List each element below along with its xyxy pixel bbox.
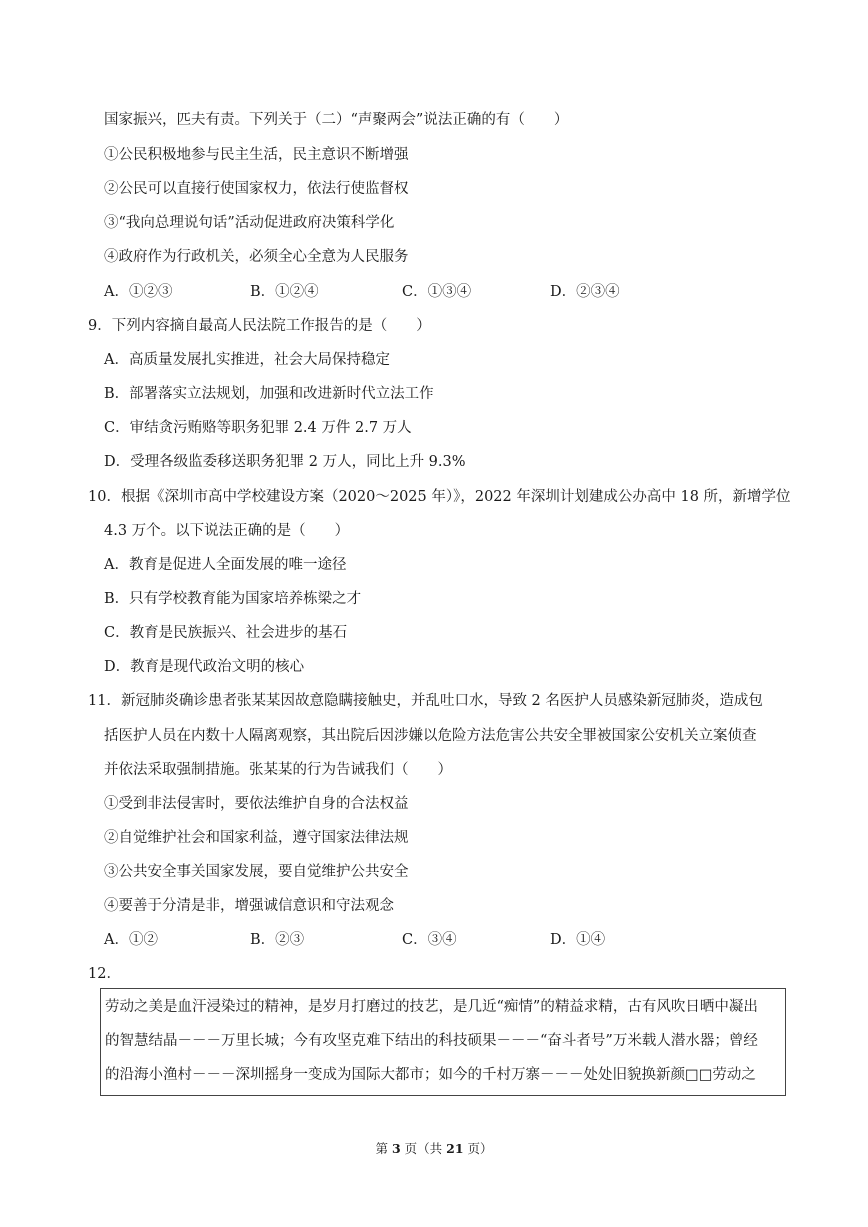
q9-option-b: B．部署落实立法规划，加强和改进新时代立法工作 xyxy=(104,386,434,402)
q11-stem-line-3: 并依法采取强制措施。张某某的行为告诫我们（ ） xyxy=(104,762,452,778)
q11-item-4: ④要善于分清是非，增强诚信意识和守法观念 xyxy=(104,898,394,914)
q12-material-line-1: 劳动之美是血汗浸染过的精神，是岁月打磨过的技艺，是几近“痴情”的精益求精，古有风吹日晒中凝出 xyxy=(105,999,758,1015)
q10-option-b: B．只有学校教育能为国家培养栋梁之才 xyxy=(104,591,362,607)
q11-choice-b: B．②③ xyxy=(250,932,305,948)
q9-option-c: C．审结贪污贿赂等职务犯罪 2.4 万件 2.7 万人 xyxy=(104,420,412,436)
q8-item-4: ④政府作为行政机关，必须全心全意为人民服务 xyxy=(104,249,409,265)
q9-stem: 9．下列内容摘自最高人民法院工作报告的是（ ） xyxy=(88,318,431,334)
q8-choice-c: C．①③④ xyxy=(402,284,472,300)
q12-material-line-3: 的沿海小渔村－－－深圳摇身一变成为国际大都市；如今的千村万寨－－－处处旧貌换新颜□□劳动之 xyxy=(105,1067,756,1083)
q8-choice-b: B．①②④ xyxy=(250,284,319,300)
q12-number: 12． xyxy=(88,966,121,982)
footer-page-number: 3 xyxy=(391,1141,401,1156)
q8-stem: 国家振兴，匹夫有责。下列关于（二）“声聚两会”说法正确的有（ ） xyxy=(104,112,569,128)
q10-option-a: A．教育是促进人全面发展的唯一途径 xyxy=(104,557,347,573)
q11-choice-a: A．①② xyxy=(104,932,158,948)
q8-choice-d: D．②③④ xyxy=(550,284,620,300)
q12-material-box xyxy=(100,988,786,1096)
q10-option-c: C．教育是民族振兴、社会进步的基石 xyxy=(104,625,348,641)
q12-material-line-2: 的智慧结晶－－－万里长城；今有攻坚克难下结出的科技硕果－－－“奋斗者号”万米载人潜水器；曾经 xyxy=(105,1033,758,1049)
q11-stem-line-2: 括医护人员在内数十人隔离观察，其出院后因涉嫌以危险方法危害公共安全罪被国家公安机关立案侦查 xyxy=(104,728,757,744)
q11-choice-d: D．①④ xyxy=(550,932,606,948)
q8-item-2: ②公民可以直接行使国家权力，依法行使监督权 xyxy=(104,181,409,197)
q11-item-1: ①受到非法侵害时，要依法维护自身的合法权益 xyxy=(104,796,409,812)
q10-stem-line-2: 4.3 万个。以下说法正确的是（ ） xyxy=(104,523,350,539)
q10-option-d: D．教育是现代政治文明的核心 xyxy=(104,659,305,675)
q11-item-3: ③公共安全事关国家发展，要自觉维护公共安全 xyxy=(104,864,409,880)
footer-total-pages: 21 xyxy=(446,1141,464,1156)
footer-suffix: 页） xyxy=(463,1141,493,1156)
q11-item-2: ②自觉维护社会和国家利益，遵守国家法律法规 xyxy=(104,830,409,846)
page-footer xyxy=(0,1140,868,1158)
footer-middle: 页（共 xyxy=(400,1141,447,1156)
q8-item-1: ①公民积极地参与民主生活，民主意识不断增强 xyxy=(104,147,409,163)
q9-option-a: A．高质量发展扎实推进，社会大局保持稳定 xyxy=(104,352,390,368)
q8-choice-a: A．①②③ xyxy=(104,284,173,300)
footer-prefix: 第 xyxy=(375,1141,392,1156)
q9-option-d: D．受理各级监委移送职务犯罪 2 万人，同比上升 9.3% xyxy=(104,454,466,470)
q10-stem-line-1: 10．根据《深圳市高中学校建设方案（2020～2025 年）》，2022 年深圳计划建成公办高中 18 所，新增学位 xyxy=(88,489,791,505)
q11-choice-c: C．③④ xyxy=(402,932,457,948)
q8-item-3: ③“我向总理说句话”活动促进政府决策科学化 xyxy=(104,215,395,231)
q11-stem-line-1: 11．新冠肺炎确诊患者张某某因故意隐瞒接触史，并乱吐口水，导致 2 名医护人员感染新冠肺炎，造成包 xyxy=(88,693,763,709)
